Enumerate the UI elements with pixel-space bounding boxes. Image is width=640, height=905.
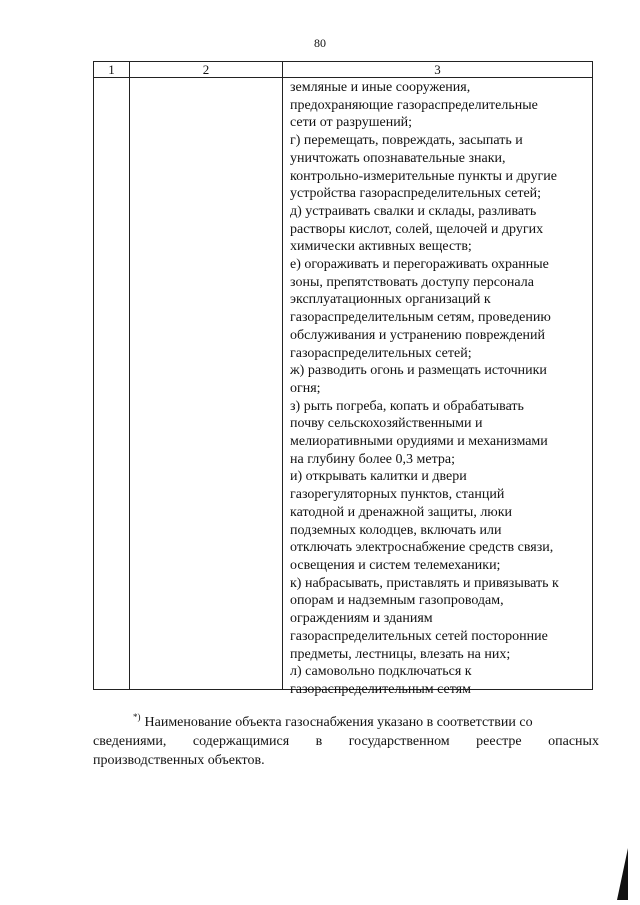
text-line: предохраняющие газораспределительные xyxy=(290,97,538,113)
text-line: химически активных веществ; xyxy=(290,239,472,255)
text-line: опорам и надземным газопроводам, xyxy=(290,593,504,609)
empty-cell-col1 xyxy=(94,78,130,690)
text-line: и) открывать калитки и двери xyxy=(290,469,467,485)
text-line: обслуживания и устранению повреждений xyxy=(290,327,546,343)
text-line: огня; xyxy=(290,380,321,396)
column-number-1: 1 xyxy=(94,62,130,78)
text-line: контрольно-измерительные пункты и другие xyxy=(290,168,557,184)
text-line: газораспределительным сетям xyxy=(290,681,471,697)
text-line: мелиоративными орудиями и механизмами xyxy=(290,434,548,450)
footnote-word: опасных xyxy=(548,734,599,749)
footnote-line-2 xyxy=(93,732,599,751)
footnote-marker: *) xyxy=(133,712,141,723)
footnote-word: сведениями, xyxy=(93,734,167,749)
footnote-line-3: производственных объектов. xyxy=(93,753,265,768)
text-line: почву сельскохозяйственными и xyxy=(290,416,483,432)
empty-cell-col2 xyxy=(130,78,283,690)
text-line: ж) разводить огонь и размещать источники xyxy=(290,363,547,379)
text-line: устройства газораспределительных сетей; xyxy=(290,186,542,202)
page-number: 80 xyxy=(314,36,326,50)
footnote-word: государственном xyxy=(348,734,450,749)
text-line: предметы, лестницы, влезать на них; xyxy=(290,646,511,662)
continuation-table xyxy=(93,61,593,697)
text-line: эксплуатационных организаций к xyxy=(290,292,491,308)
column-number-row xyxy=(94,62,593,78)
prohibitions-list xyxy=(283,78,592,697)
prohibitions-cell xyxy=(283,78,593,697)
column-number-2: 2 xyxy=(130,62,283,78)
text-line: освещения и систем телемеханики; xyxy=(290,557,501,573)
page-corner-mark xyxy=(617,848,628,900)
text-line: растворы кислот, солей, щелочей и других xyxy=(290,221,544,237)
footnote-word: содержащимися xyxy=(192,734,290,749)
footnote-line-1 xyxy=(93,713,599,732)
text-line: д) устраивать свалки и склады, разливать xyxy=(290,203,537,219)
text-line: земляные и иные сооружения, xyxy=(290,80,471,95)
footnote-line-1-text: Наименование объекта газоснабжения указано в соответствии со xyxy=(144,715,533,730)
text-line: л) самовольно подключаться к xyxy=(290,664,472,680)
text-line: подземных колодцев, включать или xyxy=(290,522,502,538)
footnote xyxy=(93,713,599,770)
text-line: ограждениям и зданиям xyxy=(290,611,433,627)
text-line: з) рыть погреба, копать и обрабатывать xyxy=(290,398,524,414)
text-line: зоны, препятствовать доступу персонала xyxy=(290,274,534,290)
text-line: газорегуляторных пунктов, станций xyxy=(290,487,505,503)
text-line: уничтожать опознавательные знаки, xyxy=(290,150,506,166)
text-line: е) огораживать и перегораживать охранные xyxy=(290,257,549,273)
footnote-word: реестре xyxy=(476,734,522,749)
text-line: сети от разрушений; xyxy=(290,115,413,131)
footnote-word: в xyxy=(315,734,323,749)
text-line: газораспределительным сетям, проведению xyxy=(290,310,551,326)
text-line: газораспределительных сетей; xyxy=(290,345,472,361)
table-row xyxy=(94,78,593,690)
text-line: отключать электроснабжение средств связи, xyxy=(290,540,554,556)
text-line: к) набрасывать, приставлять и привязывать к xyxy=(290,575,559,591)
text-line: на глубину более 0,3 метра; xyxy=(290,451,455,467)
text-line: катодной и дренажной защиты, люки xyxy=(290,504,513,520)
column-number-3: 3 xyxy=(283,62,593,78)
text-line: газораспределительных сетей посторонние xyxy=(290,628,548,644)
text-line: г) перемещать, повреждать, засыпать и xyxy=(290,133,523,149)
